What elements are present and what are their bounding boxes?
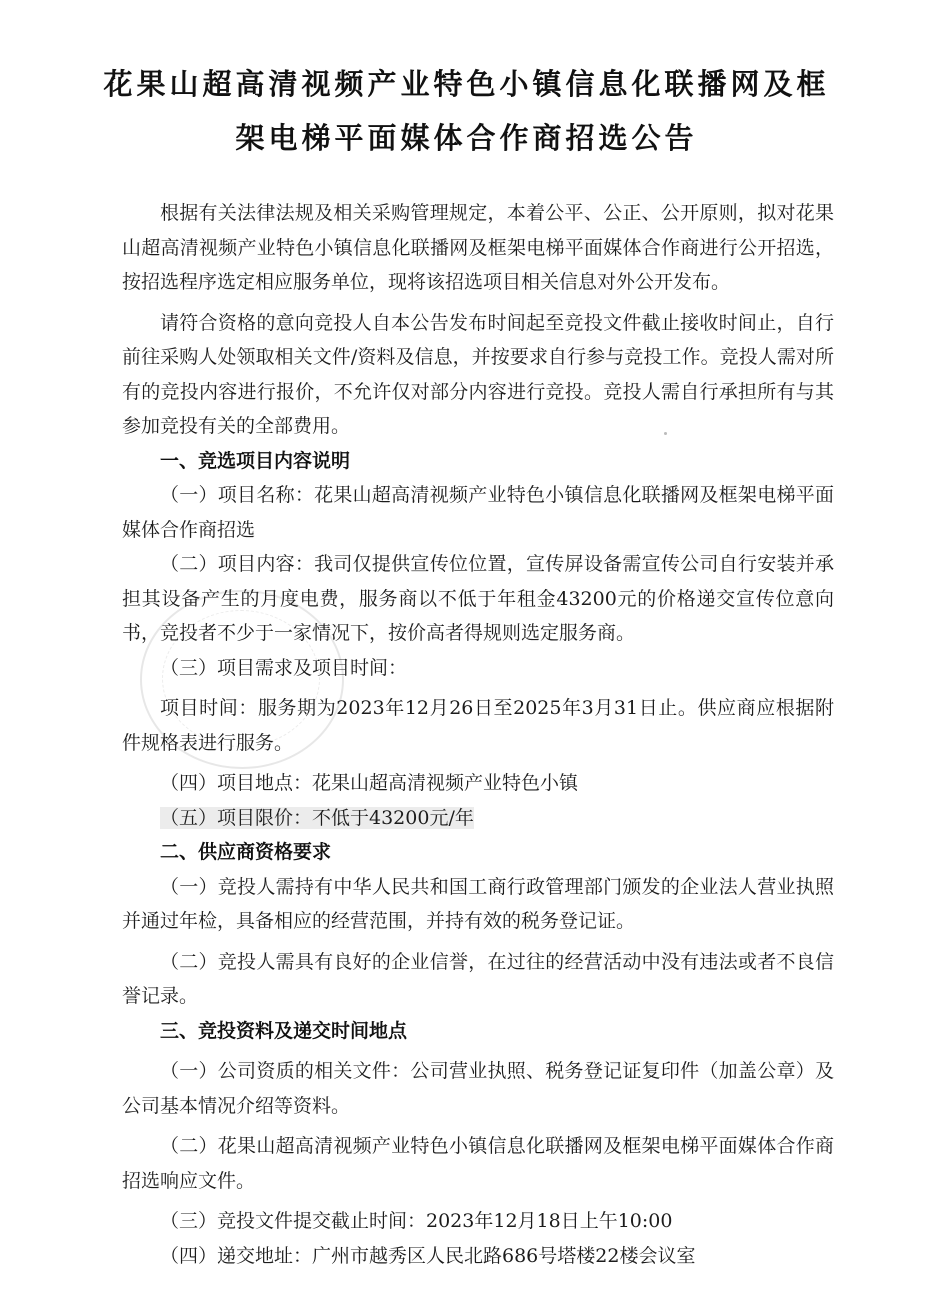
section-3-item-1: （一）公司资质的相关文件：公司营业执照、税务登记证复印件（加盖公章）及公司基本情况介绍等资料。 <box>122 1060 834 1117</box>
section-3-heading: 三、竞投资料及递交时间地点 <box>160 1019 408 1042</box>
document-title-line-2: 架电梯平面媒体合作商招选公告 <box>235 121 698 155</box>
document-title-line-1: 花果山超高清视频产业特色小镇信息化联播网及框 <box>103 67 830 101</box>
section-1-item-1: （一）项目名称：花果山超高清视频产业特色小镇信息化联播网及框架电梯平面媒体合作商招选 <box>122 484 834 541</box>
section-1-project-time: 项目时间：服务期为2023年12月26日至2025年3月31日止。供应商应根据附件规格表进行服务。 <box>122 697 834 754</box>
section-3-item-4: （四）递交地址：广州市越秀区人民北路686号塔楼22楼会议室 <box>160 1244 696 1267</box>
section-3-item-3: （三）竞投文件提交截止时间：2023年12月18日上午10:00 <box>160 1210 673 1232</box>
section-2-heading: 二、供应商资格要求 <box>160 841 332 863</box>
section-1-item-3: （三）项目需求及项目时间： <box>160 656 408 679</box>
document-body <box>122 196 834 1273</box>
section-1-item-4: （四）项目地点：花果山超高清视频产业特色小镇 <box>160 772 579 794</box>
section-1-item-5: （五）项目限价：不低于43200元/年 <box>160 806 474 829</box>
section-1-heading: 一、竞选项目内容说明 <box>160 449 351 472</box>
intro-paragraph-2: 请符合资格的意向竞投人自本公告发布时间起至竞投文件截止接收时间止，自行前往采购人处领取相关文件/资料及信息，并按要求自行参与竞投工作。竞投人需对所有的竞投内容进行报价，不允许仅对部分内容进行竞投。竞投人需自行承担所有与其参加竞投有关的全部费用。 <box>122 311 834 437</box>
section-1-item-2: （二）项目内容：我司仅提供宣传位位置，宣传屏设备需宣传公司自行安装并承担其设备产生的月度电费，服务商以不低于年租金43200元的价格递交宣传位意向书，竞投者不少于一家情况下，按价高者得规则选定服务商。 <box>122 553 834 644</box>
section-3-item-2: （二）花果山超高清视频产业特色小镇信息化联播网及框架电梯平面媒体合作商招选响应文件。 <box>122 1135 834 1192</box>
intro-paragraph-1: 根据有关法律法规及相关采购管理规定，本着公平、公正、公开原则，拟对花果山超高清视频产业特色小镇信息化联播网及框架电梯平面媒体合作商进行公开招选，按招选程序选定相应服务单位，现将该招选项目相关信息对外公开发布。 <box>122 202 834 293</box>
section-2-item-1: （一）竞投人需持有中华人民共和国工商行政管理部门颁发的企业法人营业执照并通过年检，具备相应的经营范围，并持有效的税务登记证。 <box>122 875 834 932</box>
section-2-item-2: （二）竞投人需具有良好的企业信誉，在过往的经营活动中没有违法或者不良信誉记录。 <box>122 950 834 1007</box>
